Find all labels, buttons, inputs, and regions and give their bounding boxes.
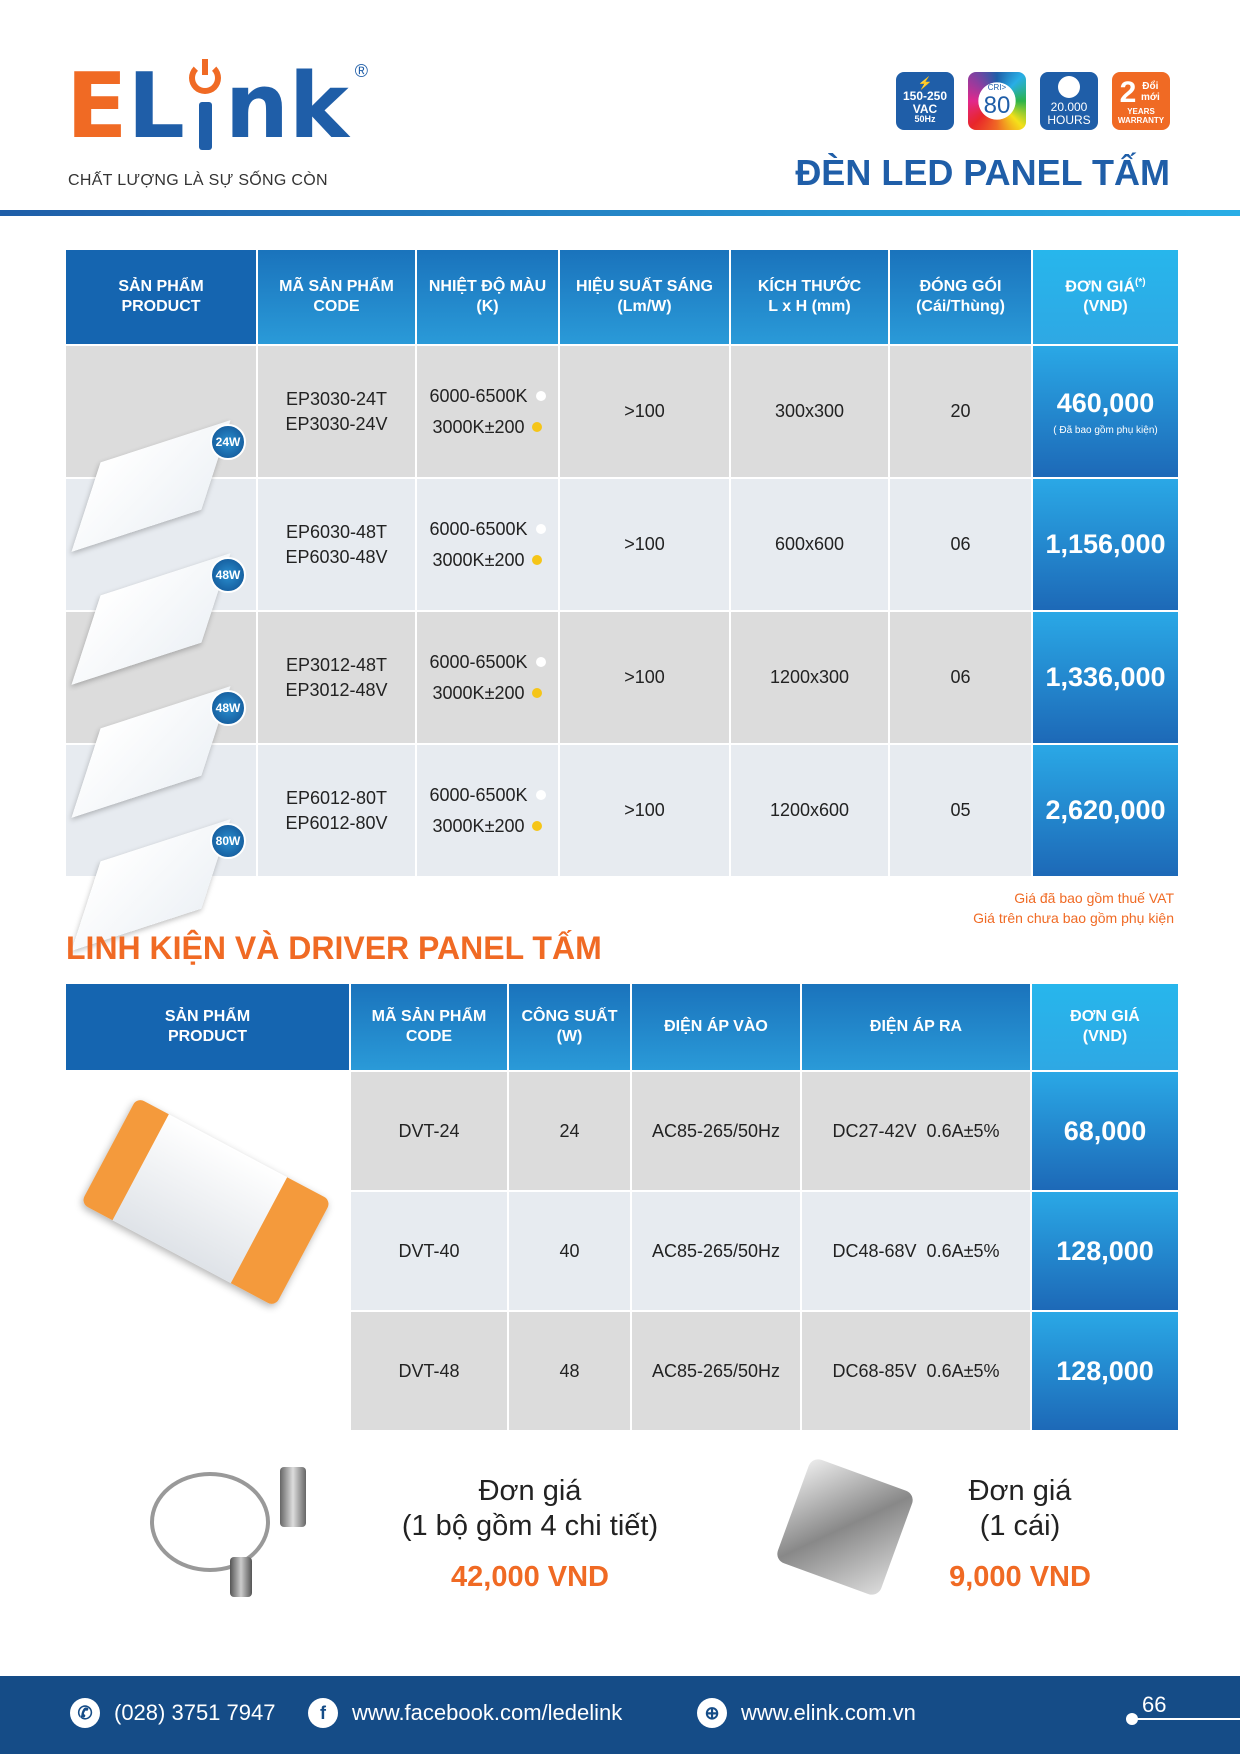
driver-power: 40 <box>508 1191 631 1311</box>
table-row <box>65 345 1179 478</box>
header-product: SẢN PHẨM PRODUCT <box>65 249 257 345</box>
color-temp: 6000-6500K 3000K±200 <box>416 744 559 877</box>
warm-dot-icon <box>532 422 542 432</box>
header-efficiency: HIỆU SUẤT SÁNG (Lm/W) <box>559 249 730 345</box>
wattage-badge: 24W <box>210 424 246 460</box>
header-price: ĐƠN GIÁ (VND) <box>1031 983 1179 1071</box>
note-vat: Giá đã bao gồm thuế VAT <box>1014 890 1174 906</box>
header-input-voltage: ĐIỆN ÁP VÀO <box>631 983 801 1071</box>
warm-dot-icon <box>532 555 542 565</box>
header-power: CÔNG SUẤT (W) <box>508 983 631 1071</box>
input-voltage: AC85-265/50Hz <box>631 1311 801 1431</box>
header-divider <box>0 210 1240 216</box>
header-price: ĐƠN GIÁ(*) (VND) <box>1032 249 1179 345</box>
feature-badges <box>896 72 1170 130</box>
output-voltage: DC27-42V 0.6A±5% <box>801 1071 1031 1191</box>
input-voltage: AC85-265/50Hz <box>631 1071 801 1191</box>
size: 600x600 <box>730 478 889 611</box>
note-accessories: Giá trên chưa bao gồm phụ kiện <box>973 910 1174 926</box>
header-product: SẢN PHẨM PRODUCT <box>65 983 350 1071</box>
efficiency: >100 <box>559 345 730 478</box>
cool-white-dot-icon <box>536 524 546 534</box>
clock-icon: 20.000 HOURS <box>1040 72 1098 130</box>
price: 128,000 <box>1031 1191 1179 1311</box>
table-row <box>65 744 1179 877</box>
header-code: MÃ SẢN PHẨM CODE <box>350 983 508 1071</box>
table-row <box>65 611 1179 744</box>
color-temp: 6000-6500K 3000K±200 <box>416 478 559 611</box>
table-header <box>65 983 1179 1071</box>
driver-code: DVT-48 <box>350 1311 508 1431</box>
product-code: EP3030-24T EP3030-24V <box>257 345 416 478</box>
driver-image <box>65 1071 350 1431</box>
size: 300x300 <box>730 345 889 478</box>
led-driver-image <box>81 1097 332 1306</box>
tagline: CHẤT LƯỢNG LÀ SỰ SỐNG CÒN <box>68 172 328 189</box>
product-code: EP6012-80T EP6012-80V <box>257 744 416 877</box>
power-icon <box>189 62 221 94</box>
cri-icon: CRI> 80 <box>968 72 1026 130</box>
footer-website[interactable]: ⊕ www.elink.com.vn <box>697 1698 916 1728</box>
warm-dot-icon <box>532 688 542 698</box>
header-color-temp: NHIỆT ĐỘ MÀU (K) <box>416 249 559 345</box>
output-voltage: DC68-85V 0.6A±5% <box>801 1311 1031 1431</box>
price: 2,620,000 <box>1032 744 1179 877</box>
packing: 06 <box>889 478 1032 611</box>
packing: 05 <box>889 744 1032 877</box>
driver-code: DVT-40 <box>350 1191 508 1311</box>
wattage-badge: 48W <box>210 690 246 726</box>
warm-dot-icon <box>532 821 542 831</box>
efficiency: >100 <box>559 478 730 611</box>
page-line <box>1132 1718 1240 1720</box>
section-title: LINH KIỆN VÀ DRIVER PANEL TẤM <box>66 930 602 966</box>
wattage-badge: 80W <box>210 823 246 859</box>
cool-white-dot-icon <box>536 790 546 800</box>
accessory-kit: Đơn giá (1 bộ gồm 4 chi tiết) 42,000 VND <box>360 1474 700 1595</box>
price: 460,000 ( Đã bao gồm phụ kiện) <box>1032 345 1179 478</box>
globe-icon: ⊕ <box>697 1698 727 1728</box>
header-code: MÃ SẢN PHẨM CODE <box>257 249 416 345</box>
size: 1200x300 <box>730 611 889 744</box>
footer-phone[interactable]: ✆ (028) 3751 7947 <box>70 1698 275 1728</box>
panel-price-table <box>64 248 1180 878</box>
warranty-icon: 2 Đổi mới YEARS WARRANTY <box>1112 72 1170 130</box>
product-code: EP6030-48T EP6030-48V <box>257 478 416 611</box>
output-voltage: DC48-68V 0.6A±5% <box>801 1191 1031 1311</box>
price: 68,000 <box>1031 1071 1179 1191</box>
packing: 20 <box>889 345 1032 478</box>
efficiency: >100 <box>559 611 730 744</box>
product-image <box>65 345 257 478</box>
color-temp: 6000-6500K 3000K±200 <box>416 345 559 478</box>
header-output-voltage: ĐIỆN ÁP RA <box>801 983 1031 1071</box>
driver-code: DVT-24 <box>350 1071 508 1191</box>
page-title: ĐÈN LED PANEL TẤM <box>795 152 1170 193</box>
color-temp: 6000-6500K 3000K±200 <box>416 611 559 744</box>
header-packing: ĐÓNG GÓI (Cái/Thùng) <box>889 249 1032 345</box>
input-voltage: AC85-265/50Hz <box>631 1191 801 1311</box>
clip-image <box>775 1457 916 1598</box>
cool-white-dot-icon <box>536 657 546 667</box>
accessory-clip: Đơn giá (1 cái) 9,000 VND <box>900 1474 1140 1595</box>
cool-white-dot-icon <box>536 391 546 401</box>
price: 1,336,000 <box>1032 611 1179 744</box>
efficiency: >100 <box>559 744 730 877</box>
price: 128,000 <box>1031 1311 1179 1431</box>
lightning-icon: ⚡ 150-250 VAC 50Hz <box>896 72 954 130</box>
driver-price-table <box>64 982 1180 1432</box>
driver-power: 24 <box>508 1071 631 1191</box>
driver-power: 48 <box>508 1311 631 1431</box>
accessory-kit-price: 42,000 VND <box>451 1561 609 1593</box>
hanging-kit-image <box>150 1462 340 1602</box>
accessory-clip-price: 9,000 VND <box>949 1561 1091 1593</box>
header-size: KÍCH THƯỚC L x H (mm) <box>730 249 889 345</box>
page-dot <box>1126 1713 1138 1725</box>
table-row <box>65 478 1179 611</box>
wattage-badge: 48W <box>210 557 246 593</box>
size: 1200x600 <box>730 744 889 877</box>
page-number: 66 <box>1142 1692 1167 1717</box>
footer-facebook[interactable]: f www.facebook.com/ledelink <box>308 1698 622 1728</box>
facebook-icon: f <box>308 1698 338 1728</box>
price: 1,156,000 <box>1032 478 1179 611</box>
price-notes <box>973 888 1174 928</box>
elink-logo: E L nk ® <box>66 54 369 159</box>
packing: 06 <box>889 611 1032 744</box>
table-header <box>65 249 1179 345</box>
phone-icon: ✆ <box>70 1698 100 1728</box>
product-code: EP3012-48T EP3012-48V <box>257 611 416 744</box>
table-row <box>65 1071 1179 1191</box>
